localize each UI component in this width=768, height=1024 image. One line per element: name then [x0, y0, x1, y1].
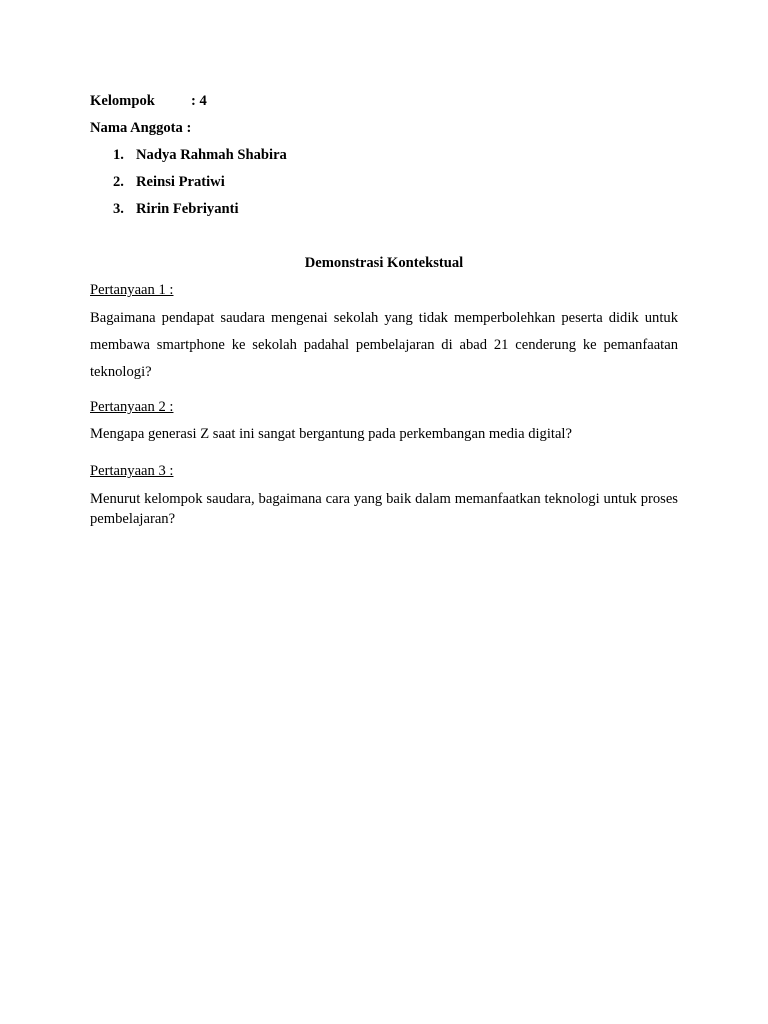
member-number: 3. — [113, 201, 124, 217]
question-1-text: Bagaimana pendapat saudara mengenai sekolah yang tidak memperbolehkan peserta didik untuk membawa smartphone ke sekolah padahal pembelajaran di abad 21 cenderung ke pemanfaatan teknologi? — [90, 310, 678, 380]
kelompok-value: : 4 — [191, 93, 207, 109]
member-number: 1. — [113, 147, 124, 163]
member-item — [113, 146, 287, 164]
member-number: 2. — [113, 174, 124, 190]
member-item — [113, 173, 225, 191]
question-3-text: Menurut kelompok saudara, bagaimana cara yang baik dalam memanfaatkan teknologi untuk proses pembelajaran? — [90, 491, 678, 527]
question-1-label: Pertanyaan 1 : — [90, 282, 174, 298]
member-name: Nadya Rahmah Shabira — [136, 147, 287, 163]
kelompok-label: Kelompok — [90, 93, 155, 109]
question-3-label: Pertanyaan 3 : — [90, 463, 174, 479]
question-2-label: Pertanyaan 2 : — [90, 399, 174, 415]
anggota-label: Nama Anggota : — [90, 120, 192, 136]
member-item — [113, 200, 239, 218]
question-2-text: Mengapa generasi Z saat ini sangat bergantung pada perkembangan media digital? — [90, 426, 572, 442]
member-name: Ririn Febriyanti — [136, 201, 239, 217]
member-name: Reinsi Pratiwi — [136, 174, 225, 190]
document-title: Demonstrasi Kontekstual — [304, 255, 464, 271]
